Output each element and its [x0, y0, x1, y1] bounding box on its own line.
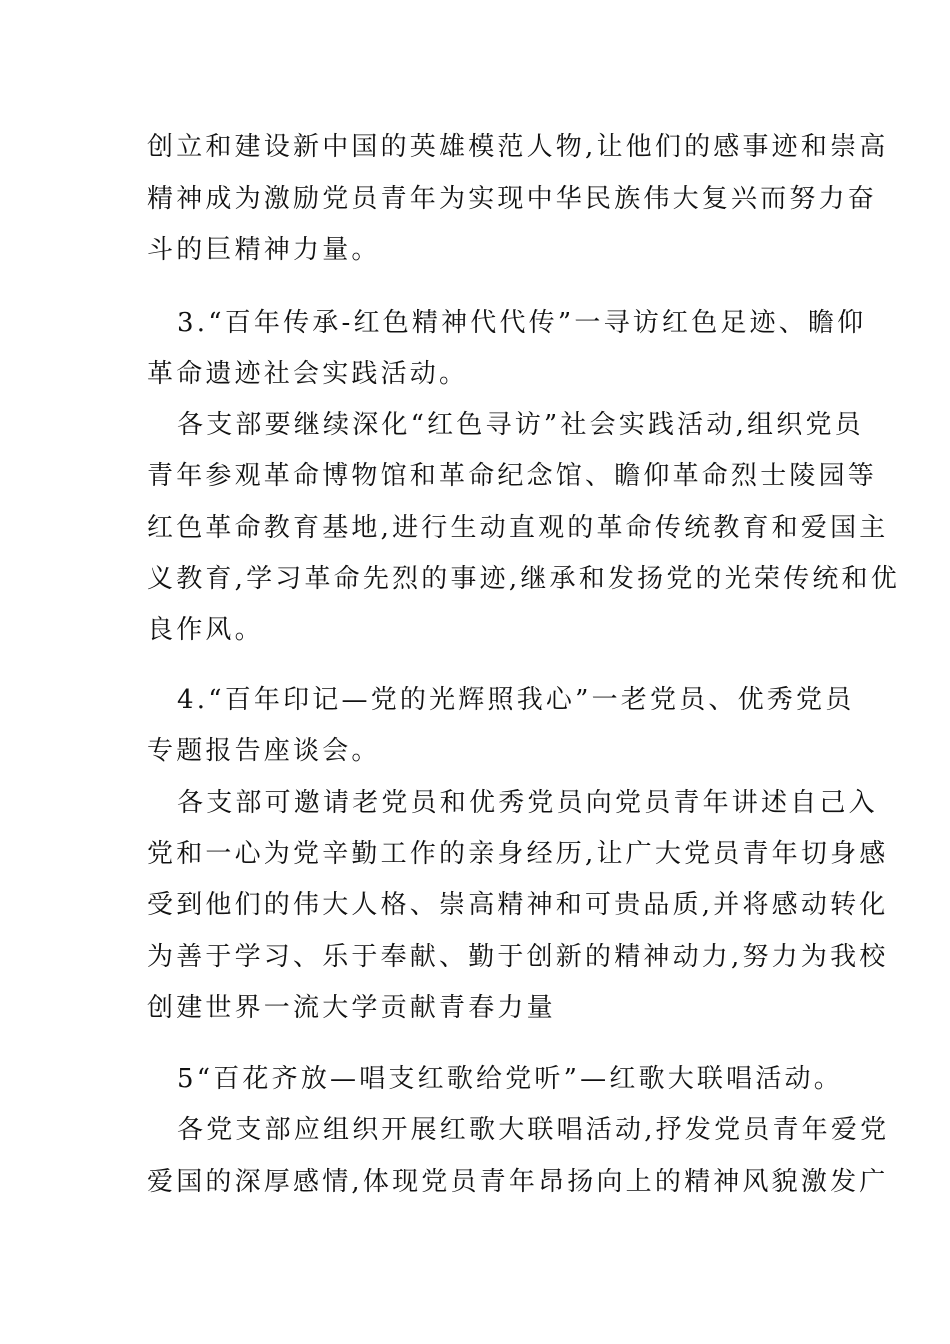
- text-line: 爱国的深厚感情,体现党员青年昂扬向上的精神风貌激发广: [147, 1167, 889, 1197]
- text-line: 红色革命教育基地,进行生动直观的革命传统教育和爱国主: [147, 513, 889, 543]
- section-heading-4: 4.“百年印记—党的光辉照我心”一老党员、优秀党员: [177, 685, 855, 715]
- text-line: 各党支部应组织开展红歌大联唱活动,抒发党员青年爱党: [177, 1115, 890, 1145]
- text-line: 精神成为激励党员青年为实现中华民族伟大复兴而努力奋: [147, 184, 878, 214]
- section-heading-4-cont: 专题报告座谈会。: [147, 736, 381, 766]
- section-heading-3-cont: 革命遗迹社会实践活动。: [147, 359, 469, 389]
- text-line: 斗的巨精神力量。: [147, 235, 381, 265]
- section-heading-5: 5“百花齐放—唱支红歌给党听”—红歌大联唱活动。: [177, 1064, 843, 1094]
- section-heading-3: 3.“百年传承-红色精神代代传”一寻访红色足迹、瞻仰: [177, 308, 867, 338]
- text-line: 青年参观革命博物馆和革命纪念馆、瞻仰革命烈士陵园等: [147, 461, 878, 491]
- text-line: 为善于学习、乐于奉献、勤于创新的精神动力,努力为我校: [147, 942, 889, 972]
- text-line: 义教育,学习革命先烈的事迹,继承和发扬党的光荣传统和优: [147, 564, 900, 594]
- text-line: 创立和建设新中国的英雄模范人物,让他们的感事迹和崇高: [147, 132, 889, 162]
- text-line: 各支部要继续深化“红色寻访”社会实践活动,组织党员: [177, 410, 864, 440]
- text-line: 创建世界一流大学贡献青春力量: [147, 993, 556, 1023]
- text-line: 党和一心为党辛勤工作的亲身经历,让广大党员青年切身感: [147, 839, 889, 869]
- text-line: 良作风。: [147, 615, 264, 645]
- text-line: 各支部可邀请老党员和优秀党员向党员青年讲述自己入: [177, 788, 878, 818]
- text-line: 受到他们的伟大人格、崇高精神和可贵品质,并将感动转化: [147, 890, 889, 920]
